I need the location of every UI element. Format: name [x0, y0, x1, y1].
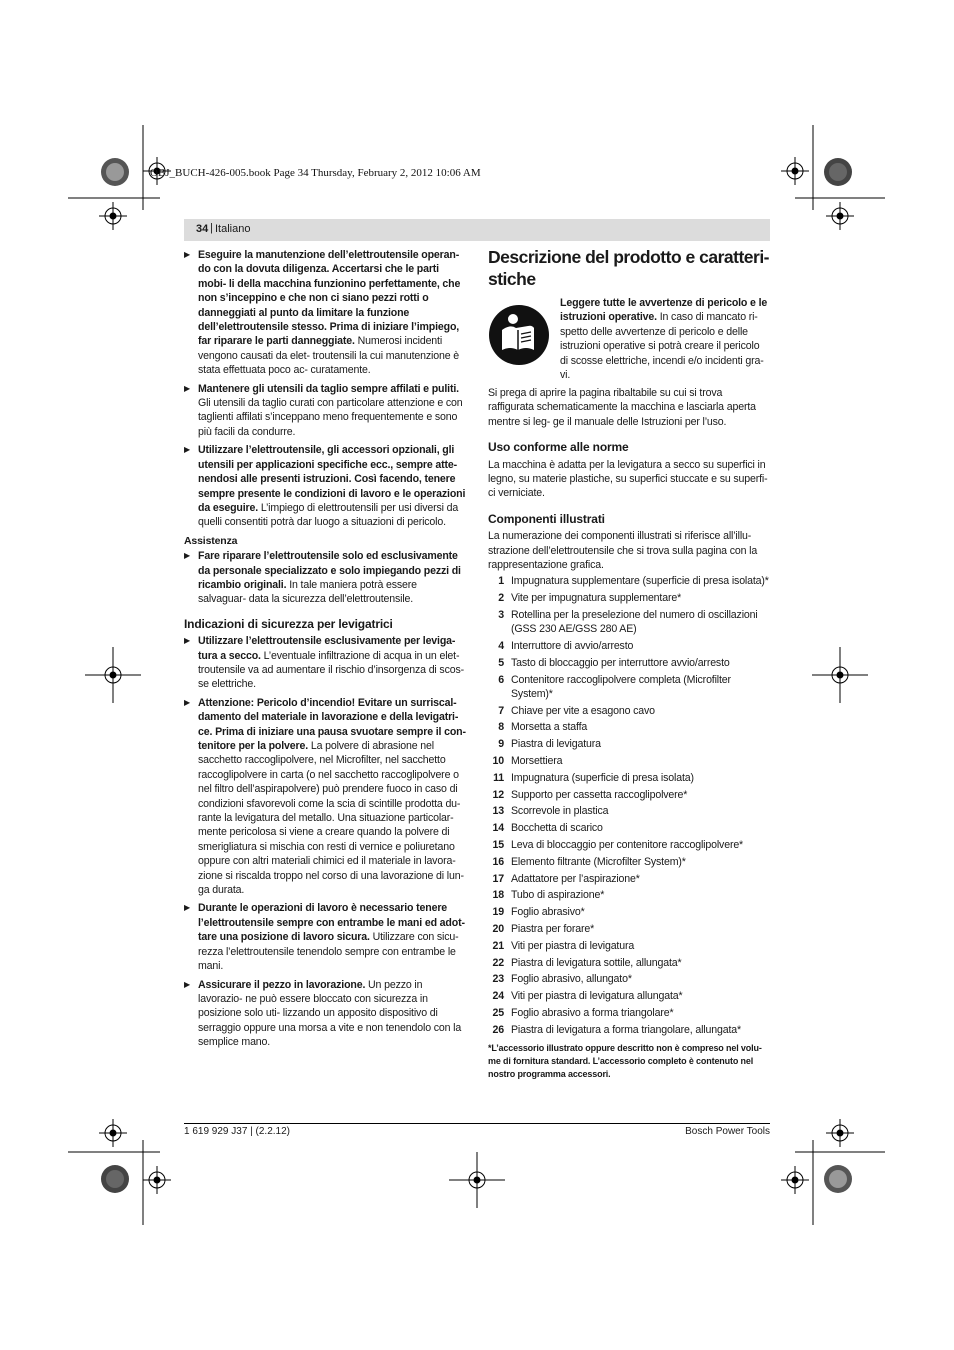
component-label: Contenitore raccoglipolvere completa (Microfilter System)*	[511, 673, 731, 701]
component-item	[488, 939, 770, 956]
component-label: Chiave per vite a esagono cavo	[511, 704, 655, 717]
component-label: Bocchetta di scarico	[511, 822, 603, 835]
components-list	[488, 574, 770, 1039]
component-item	[488, 855, 770, 872]
product-description-title: Descrizione del prodotto e caratteri- stiche	[488, 247, 770, 289]
component-label: Viti per piastra di levigatura	[511, 939, 635, 952]
component-number: 19	[492, 906, 504, 919]
component-item	[488, 656, 770, 673]
component-item	[488, 591, 770, 608]
component-label: Elemento filtrante (Microfilter System)*	[511, 855, 686, 868]
component-item	[488, 754, 770, 771]
component-number: 2	[498, 592, 504, 605]
warning-block	[488, 296, 770, 384]
component-number: 22	[492, 956, 504, 969]
component-label: Piastra per forare*	[511, 923, 595, 936]
component-item	[488, 771, 770, 788]
component-label: Leva di bloccaggio per contenitore raccoglipolvere*	[511, 839, 744, 852]
component-label: Morsettiera	[511, 755, 563, 768]
sander-safety-heading: Indicazioni di sicurezza per levigatrici	[184, 616, 393, 631]
bullet-arrow-icon: ▶	[184, 636, 191, 646]
page-language: Italiano	[215, 223, 251, 235]
component-label: Rotellina per la preselezione del numero di oscillazioni (GSS 230 AE/GSS 280 AE)	[511, 609, 758, 636]
component-label: Morsetta a staffa	[511, 721, 588, 734]
bullet-arrow-icon: ▶	[184, 551, 191, 561]
component-label: Piastra di levigatura a forma triangolare, allungata*	[511, 1023, 741, 1036]
component-label: Foglio abrasivo*	[511, 906, 585, 919]
print-slug: OBJ_BUCH-426-005.book Page 34 Thursday, February 2, 2012 10:06 AM	[150, 167, 481, 179]
component-number: 8	[498, 721, 504, 734]
component-item	[488, 905, 770, 922]
component-item	[488, 989, 770, 1006]
component-number: 20	[492, 923, 504, 936]
safety-list-service	[184, 549, 466, 607]
component-number: 13	[492, 805, 504, 818]
component-number: 6	[498, 673, 504, 686]
right-column	[488, 246, 770, 1082]
component-item	[488, 1023, 770, 1040]
component-number: 18	[492, 889, 504, 902]
component-number: 21	[492, 939, 504, 952]
bullet-item: ▶ Fare riparare l’elettroutensile solo ed esclusivamente da personale specializzato e solo impiegando pezzi di ricambio originali. In tale maniera potrà essere salvaguar- data la sicurezza dell’elettroutensile.	[184, 550, 461, 606]
component-label: Foglio abrasivo, allungato*	[511, 973, 632, 986]
bullet-arrow-icon: ▶	[184, 697, 191, 707]
component-item	[488, 821, 770, 838]
bullet-item: ▶ Utilizzare l’elettroutensile, gli accessori opzionali, gli utensili per applicazioni specifiche ecc., sempre atte- nendosi alle presenti istruzioni. Così facendo, tenere sempre presente le condizioni di lavoro e le operazioni da eseguire. L’impiego di elettroutensili per usi diversi da quelli consentiti potrà dar luogo a situazioni di pericolo.	[184, 444, 466, 529]
component-number: 4	[498, 640, 504, 653]
bullet-arrow-icon: ▶	[184, 445, 191, 455]
component-number: 25	[492, 1007, 504, 1019]
components-intro: La numerazione dei componenti illustrati si riferisce all’illu- strazione dell’elettroutensile che si trova sulla pagina con la rappresentazione grafica.	[488, 530, 758, 572]
component-number: 1	[498, 575, 504, 588]
component-label: Viti per piastra di levigatura allungata*	[511, 990, 683, 1003]
component-label: Scorrevole in plastica	[511, 805, 609, 818]
page-number: 34	[196, 223, 209, 235]
bullet-item: ▶ Eseguire la manutenzione dell’elettroutensile operan- do con la dovuta diligenza. Accertarsi che le parti mobi- li della macchina funzionino perfettamente, che non s’inceppino e che non ci siano pezzi rotti o danneggiati al punto da limitare la funzione dell’elettroutensile stesso. Prima di iniziare l’impiego, far riparare le parti danneggiate. Numerosi incidenti vengono causati da elet- troutensili la cui manutenzione è stata effettuata poco ac- curatamente.	[184, 249, 461, 377]
bullet-item: ▶ Attenzione: Pericolo d’incendio! Evitare un surriscal- damento del materiale in lavorazione e della levigatri- ce. Prima di iniziare una pausa svuotare sempre il con- tenitore per la polvere. La polvere di abrasione nel sacchetto raccoglipolvere, nel Microfilter, nel sacchetto raccoglipolvere in carta (o nel sacchetto raccoglipolvere o nel filtro dell’aspirapolvere) può prendere fuoco in caso di condizioni sfavorevoli come la scia di scintille prodotta du- rante la levigatura del metallo. Una situazione particolar- mente pericolosa si viene a creare quando la polvere di smerigliatura si mischia con resti di vernice e poliuretano oppure con altri materiali chimici ed il materiale in lavora- zione si riscalda troppo nel corso di una lavorazione di lun- ga durata.	[184, 696, 466, 897]
component-label: Vite per impugnatura supplementare*	[511, 592, 682, 605]
component-item	[488, 838, 770, 855]
components-heading: Componenti illustrati	[488, 511, 605, 526]
component-label: Impugnatura supplementare (superficie di presa isolata)*	[511, 575, 769, 588]
component-number: 12	[492, 788, 504, 801]
foldout-note: Si prega di aprire la pagina ribaltabile su cui si trova raffigurata schematicamente la macchina e lasciarla aperta mentre si leg- ge il manuale delle Istruzioni per l’uso.	[488, 387, 756, 428]
footer-rule	[184, 1123, 770, 1124]
component-number: 26	[492, 1023, 504, 1036]
intended-use-text: La macchina è adatta per la levigatura a secco su superfici in legno, su materie plastiche, su superfici stuccate e su superfi- ci verniciate.	[488, 458, 768, 500]
component-item	[488, 720, 770, 737]
safety-list-sanders	[184, 634, 466, 1049]
component-number: 16	[492, 855, 504, 868]
component-item	[488, 972, 770, 989]
component-item	[488, 956, 770, 973]
component-item	[488, 737, 770, 754]
component-item	[488, 922, 770, 939]
bullet-item: ▶ Durante le operazioni di lavoro è necessario tenere l’elettroutensile sempre con entrambe le mani ed adot- tare una posizione di lavoro sicura. Utilizzare con sicu- rezza l’elettroutensile tenendolo sempre con entrambe le mani.	[184, 902, 465, 973]
component-number: 14	[492, 822, 504, 835]
component-label: Adattatore per l’aspirazione*	[511, 872, 640, 885]
left-column	[184, 248, 466, 1054]
component-number: 7	[498, 704, 504, 717]
component-number: 23	[492, 973, 504, 986]
component-item	[488, 639, 770, 656]
assistenza-heading: Assistenza	[184, 534, 238, 547]
component-label: Supporto per cassetta raccoglipolvere*	[511, 788, 688, 801]
bullet-arrow-icon: ▶	[184, 903, 191, 913]
component-number: 10	[492, 755, 504, 768]
read-manual-icon	[488, 304, 550, 366]
component-label: Impugnatura (superficie di presa isolata)	[511, 771, 694, 784]
component-item	[488, 673, 770, 704]
footer-code: 1 619 929 J37 | (2.2.12)	[184, 1126, 291, 1137]
component-item	[488, 804, 770, 821]
bullet-arrow-icon: ▶	[184, 979, 191, 989]
footer-brand: Bosch Power Tools	[685, 1126, 770, 1137]
component-item	[488, 704, 770, 721]
component-item	[488, 872, 770, 889]
component-label: Foglio abrasivo a forma triangolare*	[511, 1007, 674, 1019]
bullet-arrow-icon: ▶	[184, 250, 191, 259]
component-item	[488, 888, 770, 905]
component-label: Interruttore di avvio/arresto	[511, 640, 634, 653]
component-number: 15	[492, 839, 504, 852]
header-separator: |	[210, 222, 213, 234]
component-number: 24	[492, 990, 504, 1003]
component-label: Tasto di bloccaggio per interruttore avvio/arresto	[511, 656, 730, 669]
component-label: Piastra di levigatura sottile, allungata*	[511, 956, 682, 969]
safety-list-general	[184, 248, 466, 530]
component-item	[488, 788, 770, 805]
bullet-item: ▶ Assicurare il pezzo in lavorazione. Un pezzo in lavorazio- ne può essere bloccato con sicurezza in posizione solo uti- lizzando un apposito dispositivo di serraggio oppure una morsa a vite e non tenendolo con la semplice mano.	[184, 978, 462, 1049]
intended-use-heading: Uso conforme alle norme	[488, 440, 629, 455]
component-item	[488, 608, 770, 639]
bullet-arrow-icon: ▶	[184, 383, 191, 393]
bullet-item: ▶ Mantenere gli utensili da taglio sempre affilati e puliti. Gli utensili da taglio curati con particolare attenzione e con taglienti affilati s’inceppano meno frequentemente e sono più facili da condurre.	[184, 382, 463, 438]
warning-text: Leggere tutte le avvertenze di pericolo e le istruzioni operative. In caso di mancato ri- spetto delle avvertenze di pericolo e delle istruzioni operative si potrà creare il pericolo di scosse elettriche, incendi e/o incidenti gra- vi.	[560, 297, 768, 382]
component-number: 11	[493, 771, 504, 784]
component-label: Piastra di levigatura	[511, 738, 601, 751]
component-item	[488, 574, 770, 591]
page-header-bar	[184, 219, 770, 241]
component-number: 9	[498, 738, 504, 751]
component-item	[488, 1006, 770, 1023]
component-number: 3	[498, 609, 504, 622]
component-number: 17	[492, 872, 504, 885]
accessory-footnote: *L’accessorio illustrato oppure descritto non è compreso nel volu- me di fornitura standard. L’accessorio completo è contenuto nel nostro programma accessori.	[488, 1042, 762, 1080]
component-label: Tubo di aspirazione*	[511, 889, 605, 902]
bullet-item: ▶ Utilizzare l’elettroutensile esclusivamente per leviga- tura a secco. L’eventuale infiltrazione di acqua in un elet- troutensile va ad aumentare il rischio d’insorgenza di scos- se elettriche.	[184, 635, 464, 691]
component-number: 5	[498, 656, 504, 669]
